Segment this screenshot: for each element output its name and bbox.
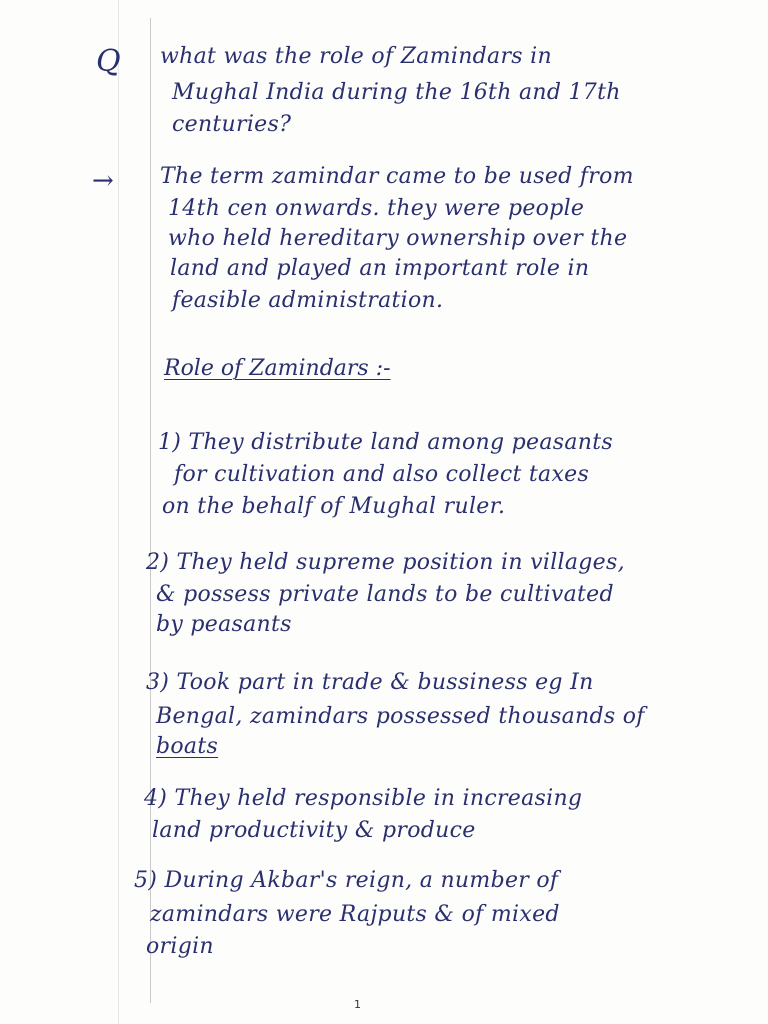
point-3-line-1: 3) Took part in trade & bussiness eg In [146, 670, 594, 695]
point-2-line-1: 2) They held supreme position in villages, [146, 550, 625, 575]
answer-line-5: feasible administration. [172, 288, 444, 313]
page-number: 1 [354, 998, 361, 1011]
point-4-line-1: 4) They held responsible in increasing [144, 786, 583, 811]
point-5-line-3: origin [146, 934, 214, 959]
page-edge-line [118, 0, 119, 1024]
roles-heading: Role of Zamindars :- [164, 356, 391, 381]
question-marker: Q [96, 44, 121, 79]
point-5-line-2: zamindars were Rajputs & of mixed [150, 902, 560, 927]
point-3-line-3: boats [156, 734, 219, 759]
answer-line-1: The term zamindar came to be used from [160, 164, 634, 189]
question-line-1: what was the role of Zamindars in [160, 44, 552, 69]
point-5-line-1: 5) During Akbar's reign, a number of [134, 868, 559, 893]
margin-line [150, 18, 151, 1003]
question-line-3: centuries? [172, 112, 292, 137]
point-2-line-3: by peasants [156, 612, 292, 637]
question-line-2: Mughal India during the 16th and 17th [172, 80, 621, 105]
answer-line-3: who held hereditary ownership over the [168, 226, 628, 251]
point-3-line-2: Bengal, zamindars possessed thousands of [156, 704, 645, 729]
point-1-line-3: on the behalf of Mughal ruler. [162, 494, 506, 519]
point-2-line-2: & possess private lands to be cultivated [156, 582, 614, 607]
answer-line-4: land and played an important role in [170, 256, 590, 281]
answer-line-2: 14th cen onwards. they were people [168, 196, 585, 221]
point-1-line-2: for cultivation and also collect taxes [174, 462, 590, 487]
point-1-line-1: 1) They distribute land among peasants [158, 430, 613, 455]
answer-arrow-icon: → [92, 166, 114, 196]
point-4-line-2: land productivity & produce [152, 818, 476, 843]
